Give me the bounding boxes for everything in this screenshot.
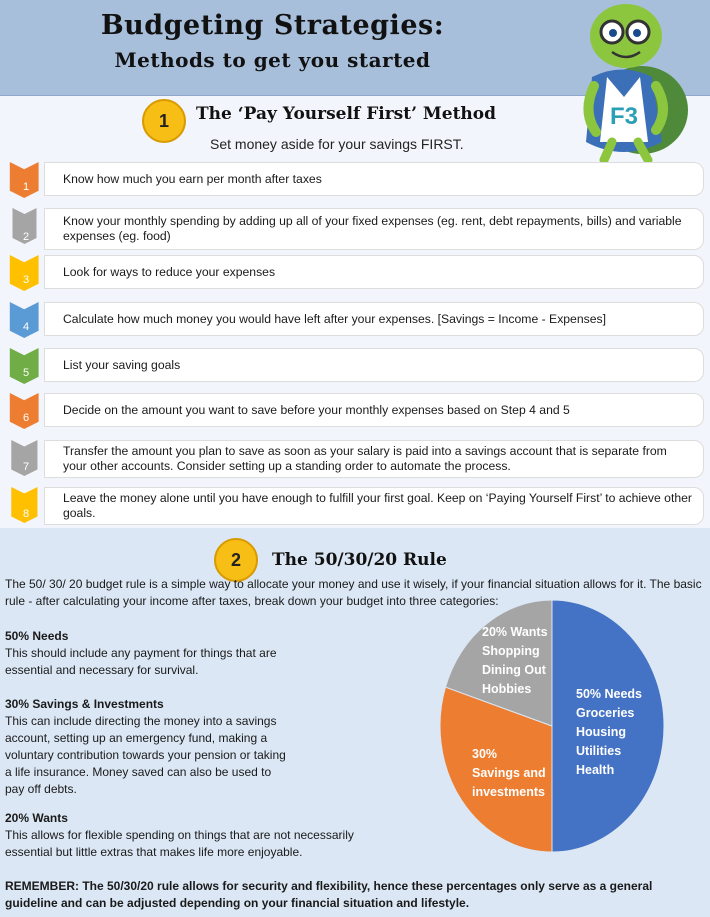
step-row xyxy=(8,487,704,525)
section2-title: The 50/30/20 Rule xyxy=(272,550,447,570)
savings-text: This can include directing the money into a savings account, setting up an emergency fund, making a voluntary contribution towards your pension or taking a life insurance. Money saved can also be used to pay off debts. xyxy=(5,714,286,796)
budget-pie-chart xyxy=(438,597,666,855)
pie-label-line: 30% xyxy=(472,747,498,761)
step-text: Decide on the amount you want to save before your monthly expenses based on Step 4 and 5 xyxy=(44,393,704,427)
step-text: Leave the money alone until you have enough to fulfill your first goal. Keep on ‘Paying Yourself First’ to achieve other goals. xyxy=(44,487,704,525)
pie-label-line: Utilities xyxy=(576,744,622,758)
pie-slice-label xyxy=(472,745,546,802)
step-text: Know your monthly spending by adding up all of your fixed expenses (eg. rent, debt repayments, bills) and variable expenses (eg. food) xyxy=(44,208,704,250)
step-number: 1 xyxy=(22,181,30,193)
step-row xyxy=(8,393,704,427)
pie-label-line: 20% Wants xyxy=(482,625,548,639)
remember-note: REMEMBER: The 50/30/20 rule allows for security and flexibility, hence these percentages only serve as a general guideline and can be adjusted depending on your financial situation and lifestyle. xyxy=(5,879,653,910)
pie-label-line: Hobbies xyxy=(482,682,532,696)
section1-title: The ‘Pay Yourself First’ Method xyxy=(196,104,497,124)
page-title: Budgeting Strategies: xyxy=(100,10,445,41)
step-row xyxy=(8,440,704,478)
step-text: Know how much you earn per month after taxes xyxy=(44,162,704,196)
pie-label-line: Dining Out xyxy=(482,663,546,677)
step-text: Transfer the amount you plan to save as soon as your salary is paid into a savings account that is separate from your other accounts. Consider setting up a standing order to automate the process. xyxy=(44,440,704,478)
pie-slice-label xyxy=(482,623,548,699)
section1-number-badge: 1 xyxy=(142,99,186,143)
section1-subtitle: Set money aside for your savings FIRST. xyxy=(210,136,464,152)
pie-label-line: investments xyxy=(472,785,545,799)
wants-heading: 20% Wants xyxy=(5,811,68,825)
section2-intro: The 50/ 30/ 20 budget rule is a simple way to allocate your money and use it wisely, if your financial situation allows for it. The basic rule - after calculating your income after taxes, break down your budget into three categories: xyxy=(5,577,702,608)
step-number: 7 xyxy=(22,461,30,473)
step-text: Look for ways to reduce your expenses xyxy=(44,255,704,289)
pie-slice-label xyxy=(576,685,642,780)
mascot-logo-text: F3 xyxy=(609,103,639,130)
step-number: 4 xyxy=(22,321,30,333)
pie-label-line: Shopping xyxy=(482,644,540,658)
step-row xyxy=(8,162,704,196)
pie-label-line: Savings and xyxy=(472,766,546,780)
step-number: 6 xyxy=(22,412,30,424)
needs-text: This should include any payment for things that are essential and necessary for survival. xyxy=(5,646,277,677)
turtle-mascot-icon xyxy=(552,2,692,164)
section2-number-badge: 2 xyxy=(214,538,258,582)
step-number: 8 xyxy=(22,508,30,520)
step-text: List your saving goals xyxy=(44,348,704,382)
needs-heading: 50% Needs xyxy=(5,629,69,643)
pie-label-line: Health xyxy=(576,763,615,777)
pie-label-line: Housing xyxy=(576,725,626,739)
page-subtitle: Methods to get you started xyxy=(114,48,431,72)
step-row xyxy=(8,302,704,336)
wants-text: This allows for flexible spending on things that are not necessarily essential but little extras that makes life more enjoyable. xyxy=(5,828,354,859)
pie-label-line: Groceries xyxy=(576,706,635,720)
step-row xyxy=(8,348,704,382)
step-number: 5 xyxy=(22,367,30,379)
step-number: 2 xyxy=(22,231,30,243)
pie-label-line: 50% Needs xyxy=(576,687,643,701)
step-number: 3 xyxy=(22,274,30,286)
step-text: Calculate how much money you would have left after your expenses. [Savings = Income - Expenses] xyxy=(44,302,704,336)
savings-heading: 30% Savings & Investments xyxy=(5,697,164,711)
step-row xyxy=(8,208,704,250)
step-row xyxy=(8,255,704,289)
